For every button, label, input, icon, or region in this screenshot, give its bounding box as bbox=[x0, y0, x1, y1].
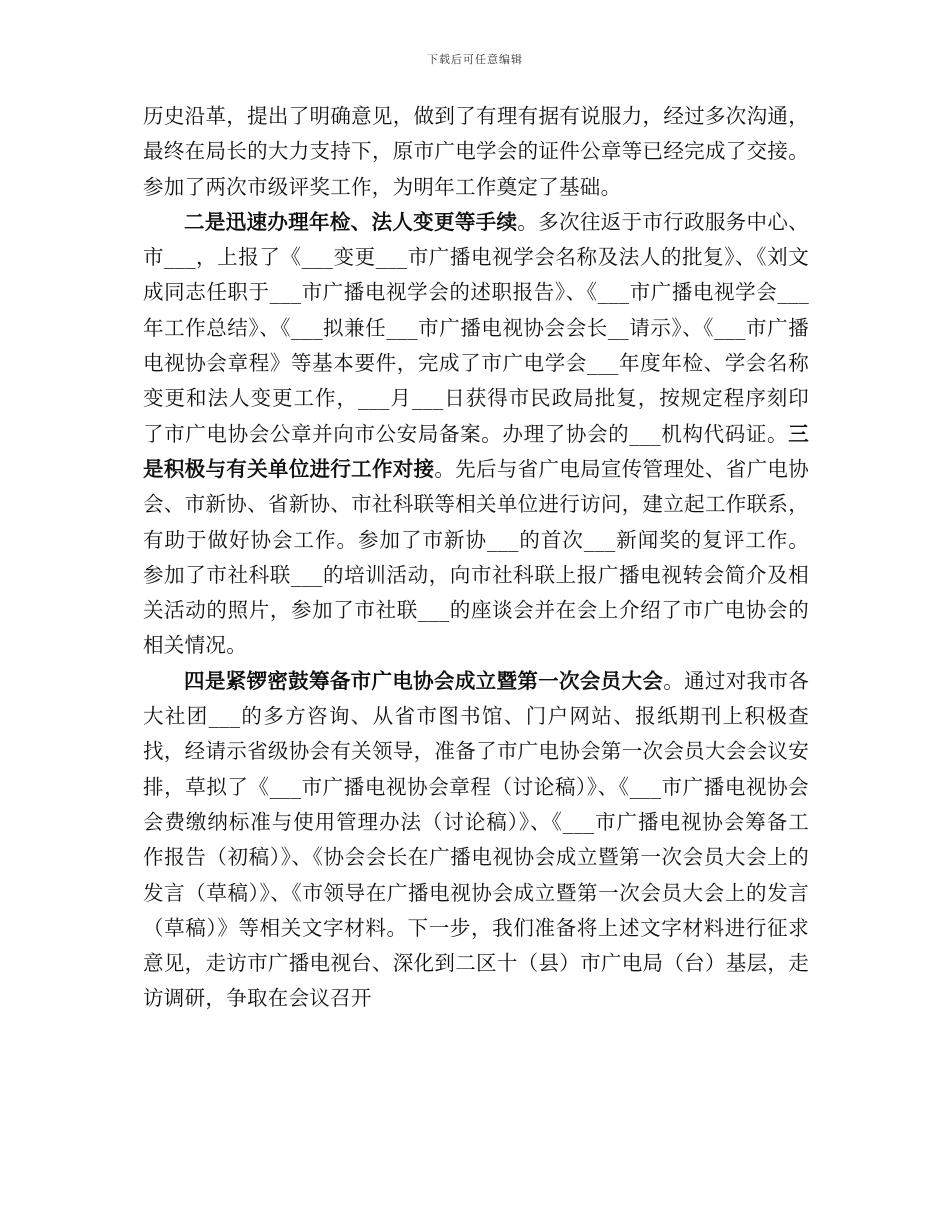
paragraph-heading: 三是积极与有关单位进行工作对接 bbox=[143, 421, 809, 481]
paragraph-2 bbox=[143, 205, 809, 664]
document-body bbox=[143, 99, 809, 1017]
page-header: 下载后可任意编辑 bbox=[427, 53, 523, 66]
paragraph-1 bbox=[143, 99, 809, 205]
paragraph-heading: 二是迅速办理年检、法人变更等手续 bbox=[184, 209, 518, 234]
paragraph-text: 。多次往返于市行政服务中心、市___，上报了《___变更___市广播电视学会名称及法人的批复》、《刘文成同志任职于___市广播电视学会的述职报告》、《___市广播电视学会___年工作总结》、《___拟兼任___市广播电视协会会长__请示》、《___市广播电视协会章程》等基本要件，完成了市广电学会___年度年检、学会名称变更和法人变更工作，___月___日获得市民政局批复，按规定程序刻印了市广电协会公章并向市公安局备案。办理了协会的___机构代码证。 bbox=[143, 209, 809, 446]
paragraph-heading: 四是紧锣密鼓筹备市广电协会成立暨第一次会员大会 bbox=[184, 668, 664, 693]
paragraph-3 bbox=[143, 664, 809, 1017]
paragraph-text: 。通过对我市各大社团___的多方咨询、从省市图书馆、门户网站、报纸期刊上积极查找，经请示省级协会有关领导，准备了市广电协会第一次会员大会会议安排，草拟了《___市广播电视协会章程（讨论稿）》、《___市广播电视协会会费缴纳标准与使用管理办法（讨论稿）》、《___市广播电视协会筹备工作报告（初稿）》、《协会会长在广播电视协会成立暨第一次会员大会上的发言（草稿）》、《市领导在广播电视协会成立暨第一次会员大会上的发言（草稿）》等相关文字材料。下一步，我们准备将上述文字材料进行征求意见，走访市广播电视台、深化到二区十（县）市广电局（台）基层，走访调研，争取在会议召开 bbox=[143, 668, 809, 1011]
paragraph-text: 。先后与省广电局宣传管理处、省广电协会、市新协、省新协、市社科联等相关单位进行访问，建立起工作联系，有助于做好协会工作。参加了市新协___的首次___新闻奖的复评工作。参加了市社科联___的培训活动，向市社科联上报广播电视转会简介及相关活动的照片，参加了市社联___的座谈会并在会上介绍了市广电协会的相关情况。 bbox=[143, 456, 810, 658]
paragraph-text: 历史沿革，提出了明确意见，做到了有理有据有说服力，经过多次沟通，最终在局长的大力支持下，原市广电学会的证件公章等已经完成了交接。参加了两次市级评奖工作，为明年工作奠定了基础。 bbox=[143, 104, 809, 199]
